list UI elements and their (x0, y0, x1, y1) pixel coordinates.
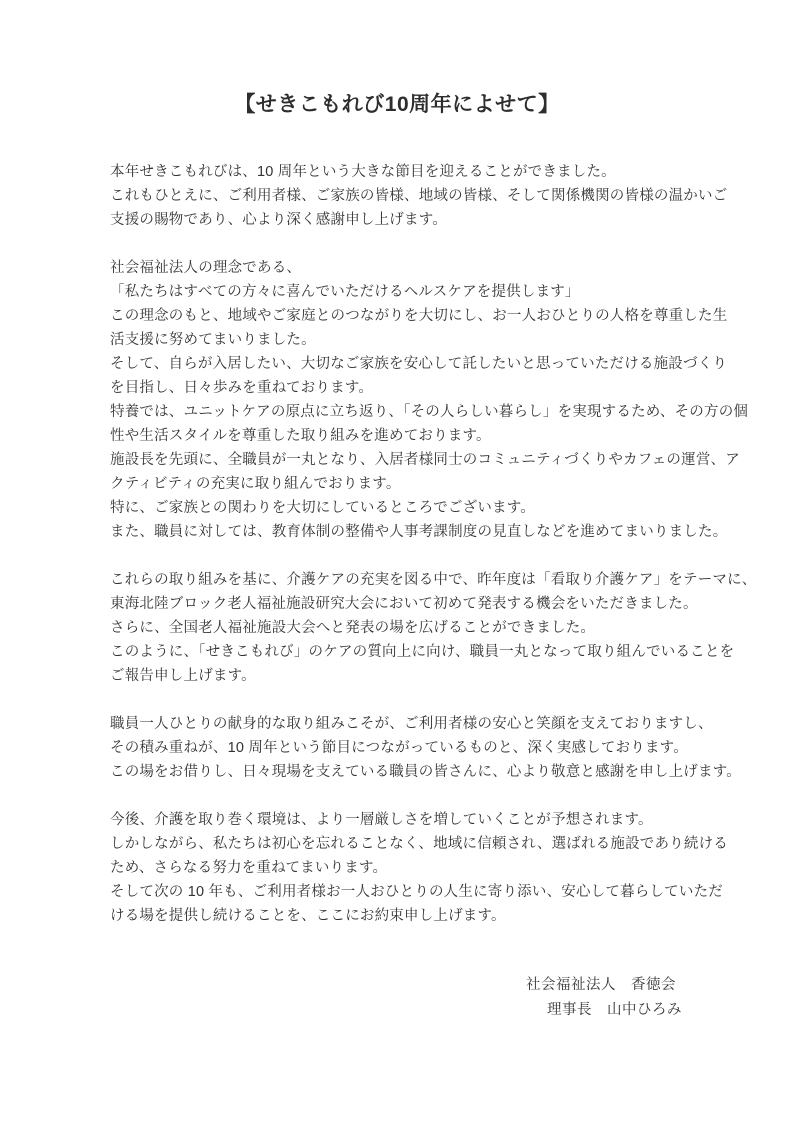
text-line: ため、さらなる努力を重ねてまいります。 (110, 860, 388, 876)
document-body (110, 160, 757, 928)
text-line: これらの取り組みを基に、介護ケアの充実を図る中で、昨年度は「看取り介護ケア」をテーマに、 (110, 572, 757, 588)
signature-block (526, 973, 682, 1023)
text-line: また、職員に対しては、教育体制の整備や人事考課制度の見直しなどを進めてまいりました。 (110, 524, 728, 540)
signature-representative: 理事長 山中ひろみ (547, 1002, 682, 1018)
text-line: クティビティの充実に取り組んでおります。 (110, 476, 401, 492)
blank-line (110, 544, 690, 568)
text-line: そして次の 10 年も、ご利用者様お一人おひとりの人生に寄り添い、安心して暮らしていただ (110, 884, 723, 900)
text-line: ご報告申し上げます。 (110, 668, 256, 684)
text-line: これもひとえに、ご利用者様、ご家族の皆様、地域の皆様、そして関係機関の皆様の温かいご (110, 188, 728, 204)
text-line: このように、「せきこもれび」のケアの質向上に向け、職員一丸となって取り組んでいることを (110, 644, 735, 660)
document-title: 【せきこもれび10周年によせて】 (234, 93, 560, 116)
text-line: さらに、全国老人福祉施設大会へと発表の場を広げることができました。 (110, 620, 596, 636)
text-line: 東海北陸ブロック老人福祉施設研究大会において初めて発表する機会をいただきました。 (110, 596, 698, 612)
text-line: 特に、ご家族との関わりを大切にしているところでございます。 (110, 500, 535, 516)
text-line: 特養では、ユニットケアの原点に立ち返り、「その人らしい暮らし」を実現するため、その方の個 (110, 404, 749, 420)
blank-line (110, 688, 690, 712)
text-line: 活支援に努めてまいりました。 (110, 332, 316, 348)
text-line: 性や生活スタイルを尊重した取り組みを進めております。 (110, 428, 491, 444)
text-line: を目指し、日々歩みを重ねております。 (110, 380, 374, 396)
text-line: 今後、介護を取り巻く環境は、より一層厳しさを増していくことが予想されます。 (110, 812, 653, 828)
text-line: ける場を提供し続けることを、ここにお約束申し上げます。 (110, 908, 506, 924)
text-line: 「私たちはすべての方々に喜んでいただけるヘルスケアを提供します」 (110, 284, 580, 300)
text-line: そして、自らが入居したい、大切なご家族を安心して託したいと思っていただける施設づくり (110, 356, 728, 372)
text-line: 職員一人ひとりの献身的な取り組みこそが、ご利用者様の安心と笑顔を支えておりますし、 (110, 716, 713, 732)
text-line: 支援の賜物であり、心より深く感謝申し上げます。 (110, 212, 447, 228)
text-line: その積み重ねが、10 周年という節目につながっているものと、深く実感しております。 (110, 740, 688, 756)
text-line: 本年せきこもれびは、10 周年という大きな節目を迎えることができました。 (110, 164, 616, 180)
blank-line (110, 232, 690, 256)
signature-organization: 社会福祉法人 香徳会 (526, 977, 676, 993)
text-line: 施設長を先頭に、全職員が一丸となり、入居者様同士のコミュニティづくりやカフェの運営、ア (110, 452, 740, 468)
text-line: この理念のもと、地域やご家庭とのつながりを大切にし、お一人おひとりの人格を尊重した生 (110, 308, 728, 324)
text-line: この場をお借りし、日々現場を支えている職員の皆さんに、心より敬意と感謝を申し上げます。 (110, 764, 741, 780)
text-line: 社会福祉法人の理念である、 (110, 260, 302, 276)
text-line: しかしながら、私たちは初心を忘れることなく、地域に信頼され、選ばれる施設であり続ける (110, 836, 728, 852)
blank-line (110, 784, 690, 808)
